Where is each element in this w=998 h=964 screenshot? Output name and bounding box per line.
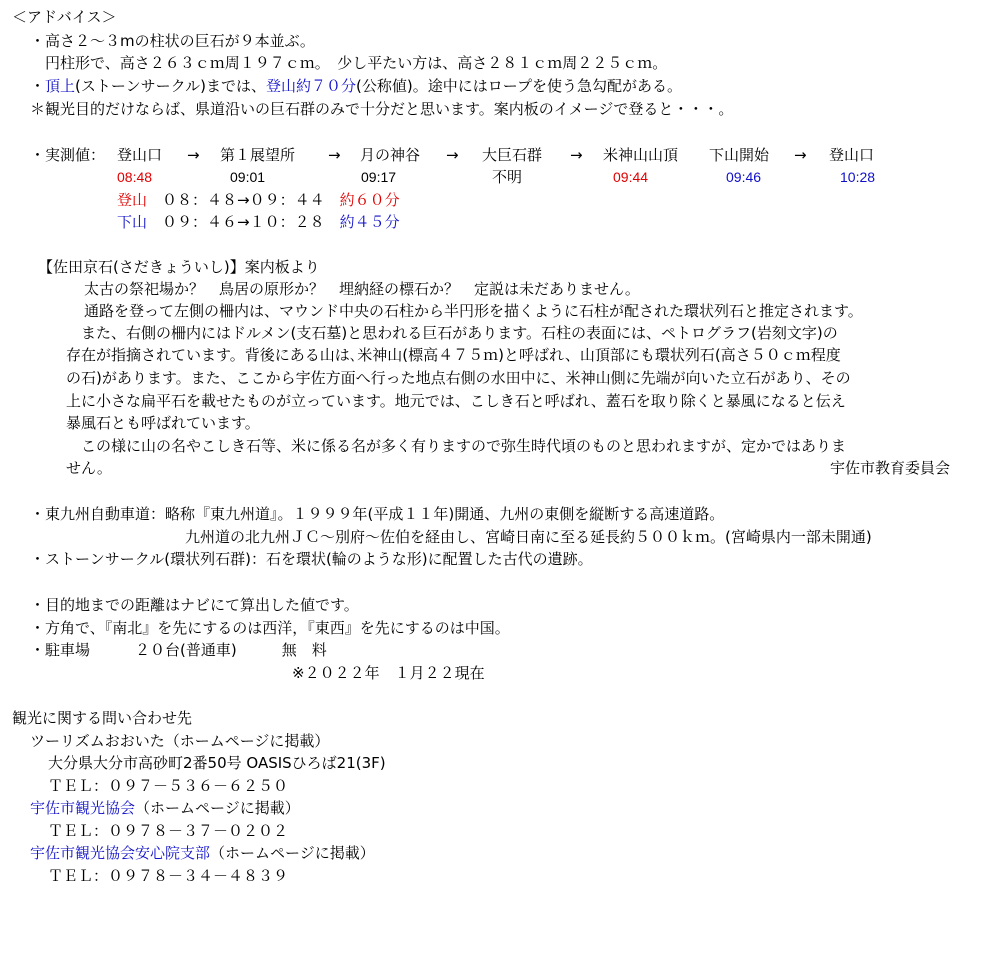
summit-link[interactable]: 頂上	[45, 77, 76, 95]
route-time: 09:17	[361, 169, 397, 185]
route-stop: 月の神谷	[360, 146, 421, 164]
route-time: 09:44	[613, 169, 649, 185]
usa-tourism-link[interactable]: 宇佐市観光協会	[30, 799, 136, 817]
signboard-p3: 上に小さな扁平石を載せたものが立っています。地元では、こしき石と呼ばれ、蓋石を取り除くと暴風になると伝え	[66, 392, 846, 410]
route-stop: 登山口	[117, 146, 163, 164]
note-as-of: ※２０２２年 １月２２現在	[292, 664, 485, 682]
advice-text: (公称値)。途中にはロープを使う急勾配がある。	[356, 77, 682, 95]
signboard-title: 【佐田京石(さだきょういし)】案内板より	[38, 258, 320, 276]
contact-org-1: ツーリズムおおいた（ホームページに掲載）	[30, 732, 330, 750]
note-stone-circle: ・ストーンサークル(環状列石群)：石を環状(輪のような形)に配置した古代の遺跡。	[30, 550, 593, 568]
contact-note: （ホームページに掲載）	[210, 844, 375, 862]
descent-label: 下山	[117, 213, 148, 231]
route-arrow: →	[570, 146, 583, 164]
descent-total: 約４５分	[339, 213, 400, 231]
signboard-p3: また、右側の柵内にはドルメン(支石墓)と思われる巨石があります。石柱の表面には、ペトログラフ(岩刻文字)の	[66, 324, 838, 342]
contact-org-1-tel: ＴＥＬ：０９７－５３６－６２５０	[48, 777, 289, 795]
advice-line-4: ＊観光目的だけならば、県道沿いの巨石群のみで十分だと思います。案内板のイメージで登ると・・・。	[30, 100, 734, 118]
ascent-time: ０８：４８→０９：４４	[147, 191, 340, 209]
note-direction: ・方角で、『南北』を先にするのは西洋，『東西』を先にするのは中国。	[30, 619, 510, 637]
contact-org-2	[30, 797, 300, 819]
signboard-p3: 暴風石とも呼ばれています。	[66, 414, 260, 432]
descent-row	[117, 211, 400, 233]
route-time: 09:46	[726, 169, 762, 185]
route-stop: 米神山山頂	[603, 146, 679, 164]
signboard-p1: 太古の祭祀場か？ 鳥居の原形か？ 埋納経の標石か？ 定説は未だありません。	[84, 280, 640, 298]
advice-line-2: 円柱形で、高さ２６３ｃｍ周１９７ｃｍ。 少し平たい方は、高さ２８１ｃｍ周２２５ｃｍ。	[30, 54, 668, 72]
ajimu-branch-link[interactable]: 宇佐市観光協会安心院支部	[30, 844, 211, 862]
note-expressway: ・東九州自動車道：略称『東九州道』。１９９９年(平成１１年)開通、九州の東側を縦断する高速道路。	[30, 505, 725, 523]
signboard-p3: の石)があります。また、ここから宇佐方面へ行った地点右側の水田中に、米神山側に先端が向いた立石があり、その	[66, 369, 851, 387]
descent-time: ０９：４６→１０：２８	[147, 213, 340, 231]
ascent-label: 登山	[117, 191, 148, 209]
advice-heading: ＜アドバイス＞	[12, 8, 117, 26]
advice-line-1: ・高さ２～３mの柱状の巨石が９本並ぶ。	[30, 32, 315, 50]
route-arrow: →	[187, 146, 200, 164]
contact-org-3-tel: ＴＥＬ：０９７８－３４－４８３９	[48, 867, 289, 885]
route-time: 08:48	[117, 169, 153, 185]
note-distance: ・目的地までの距離はナビにて算出した値です。	[30, 596, 359, 614]
route-stop: 登山口	[829, 146, 875, 164]
climb-time-link[interactable]: 登山約７０分	[266, 77, 357, 95]
route-stop: 下山開始	[709, 146, 770, 164]
route-stop: 第１展望所	[220, 146, 296, 164]
route-arrow: →	[328, 146, 341, 164]
signboard-p3: 存在が指摘されています。背後にある山は､米神山(標高４７５ｍ)と呼ばれ、山頂部にも環状列石(高さ５０ｃｍ程度	[66, 346, 841, 364]
contact-heading: 観光に関する問い合わせ先	[12, 709, 193, 727]
route-arrow: →	[794, 146, 807, 164]
contact-org-2-tel: ＴＥＬ：０９７８－３７－０２０２	[48, 822, 289, 840]
route-time: 09:01	[230, 169, 266, 185]
route-arrow: →	[446, 146, 459, 164]
ascent-row	[117, 189, 400, 211]
contact-org-1-address: 大分県大分市高砂町2番50号 OASISひろば21(3F)	[48, 754, 386, 772]
note-parking: ・駐車場 ２０台(普通車) 無 料	[30, 641, 327, 659]
route-time: 不明	[492, 168, 523, 186]
route-label: ・実測値：	[30, 146, 106, 164]
signboard-source: 宇佐市教育委員会	[830, 459, 951, 477]
route-stop: 大巨石群	[482, 146, 543, 164]
bullet: ・	[30, 77, 46, 95]
signboard-p4: この様に山の名やこしき石等、米に係る名が多く有りますので弥生時代頃のものと思われますが、定かではありま	[66, 437, 847, 455]
contact-org-3	[30, 842, 375, 864]
signboard-p2: 通路を登って左側の柵内は、マウンド中央の石柱から半円形を描くように石柱が配された環状列石と推定されます。	[84, 302, 863, 320]
ascent-total: 約６０分	[339, 191, 400, 209]
advice-text: (ストーンサークル)までは、	[75, 77, 266, 95]
route-time: 10:28	[840, 169, 876, 185]
signboard-p4: せん。	[66, 459, 112, 477]
advice-line-3	[30, 75, 682, 97]
contact-note: （ホームページに掲載）	[135, 799, 300, 817]
note-expressway-detail: 九州道の北九州ＪＣ～別府～佐伯を経由し、宮崎日南に至る延長約５００ｋｍ。(宮崎県内一部未開通)	[185, 528, 872, 546]
